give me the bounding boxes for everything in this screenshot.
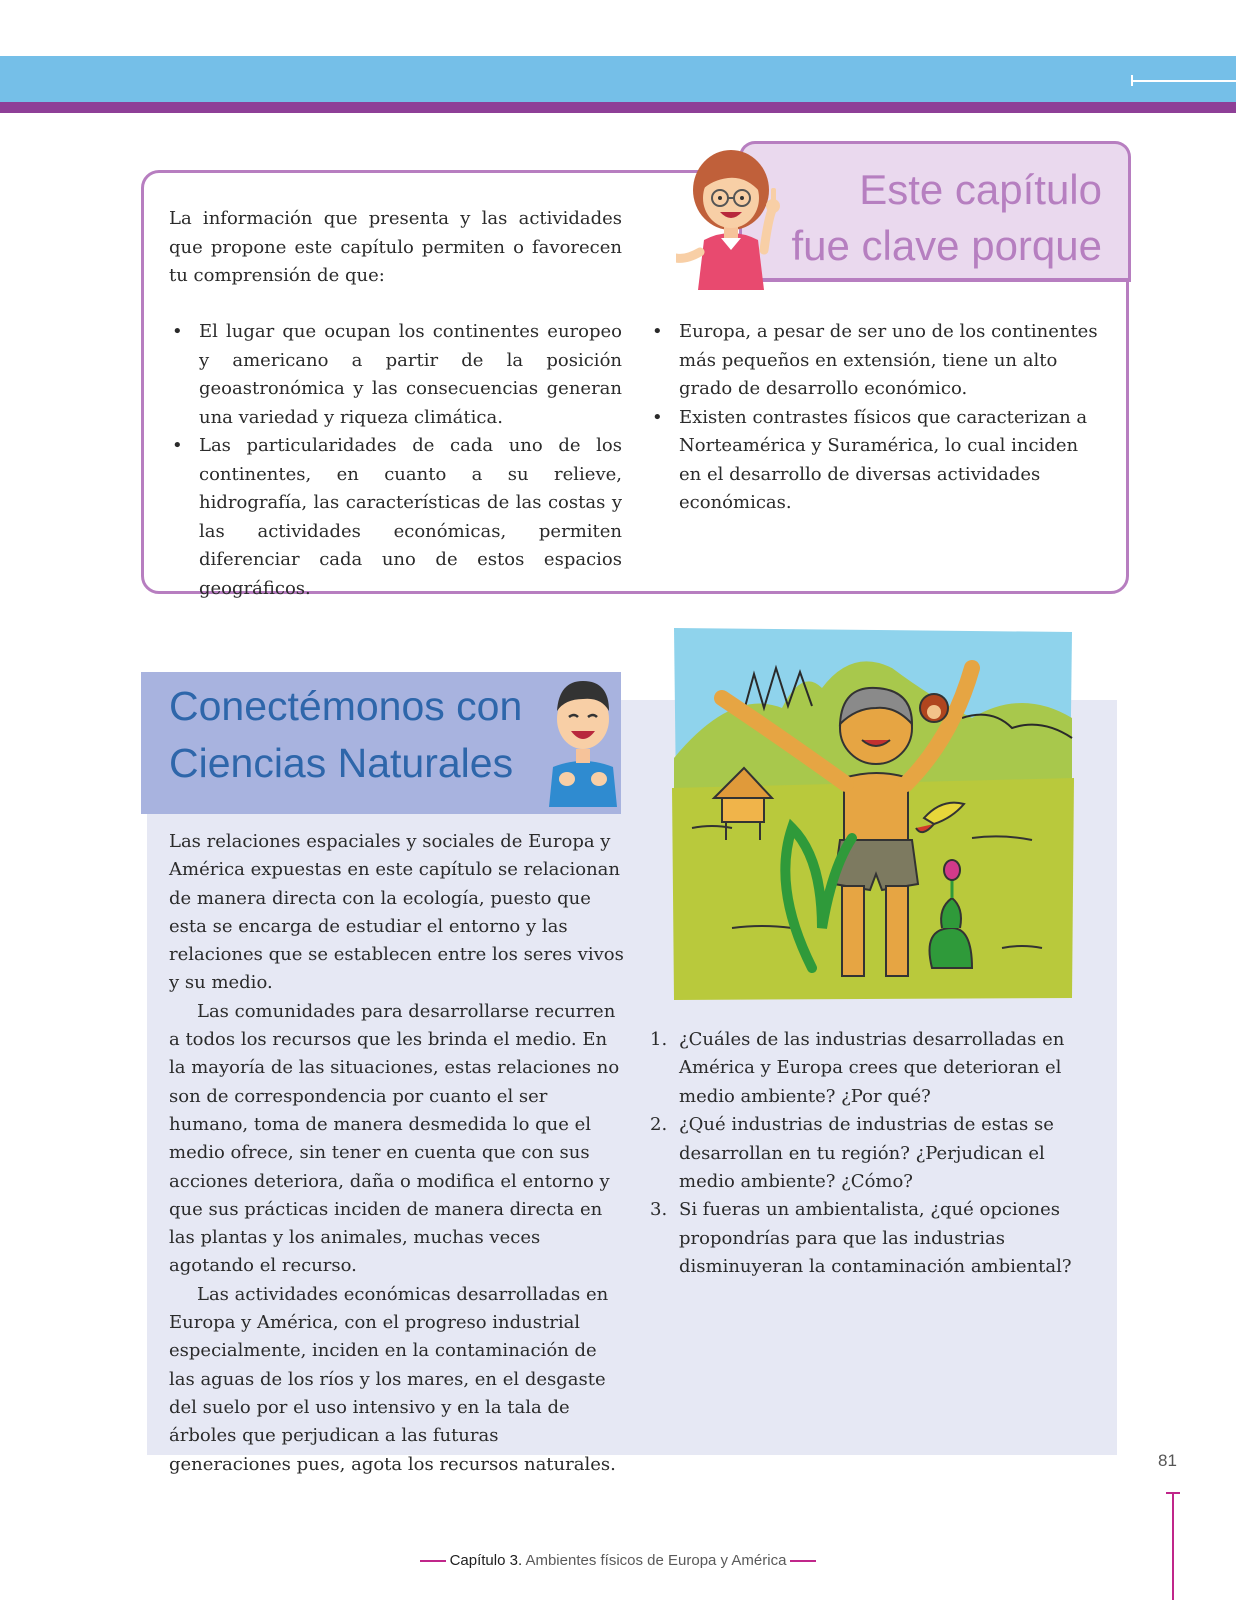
question-number: 3.	[650, 1199, 668, 1221]
key-bullet: • Existen contrastes físicos que caracterizan a Norteamérica y Suramérica, lo cual inciden en el desarrollo de diversas actividades económicas.	[650, 404, 1103, 518]
question-item	[650, 1026, 1105, 1111]
connect-questions-list	[650, 1026, 1105, 1282]
footer-dash-left	[420, 1560, 446, 1562]
connect-section-title: Conectémonos con Ciencias Naturales	[169, 683, 523, 786]
indigenous-child-nature-illustration	[672, 628, 1074, 1000]
key-bullet: • Europa, a pesar de ser uno de los continentes más pequeños en extensión, tiene un alto grado de desarrollo económico.	[650, 318, 1103, 404]
key-chapter-intro: La información que presenta y las actividades que propone este capítulo permiten o favorecen tu comprensión de que:	[169, 208, 622, 286]
key-bullets-left	[170, 318, 622, 603]
boy-character-illustration	[543, 667, 623, 807]
question-number: 2.	[650, 1114, 668, 1136]
connect-paragraph: Las relaciones espaciales y sociales de Europa y América expuestas en este capítulo se relacionan de manera directa con la ecología, puesto que esta se encarga de estudiar el entorno y las relaciones que se establecen entre los seres vivos y su medio.	[169, 831, 624, 994]
question-text: Si fueras un ambientalista, ¿qué opciones propondrías para que las industrias disminuyeran la contaminación ambiental?	[679, 1199, 1072, 1278]
footer-dash-right	[790, 1560, 816, 1562]
key-chapter-title: Este capítulo fue clave porque	[791, 166, 1102, 269]
question-text: ¿Cuáles de las industrias desarrolladas en América y Europa crees que deterioran el medio ambiente? ¿Por qué?	[679, 1029, 1065, 1107]
question-number: 1.	[650, 1029, 668, 1050]
footer-chapter-title: Ambientes físicos de Europa y América	[525, 1552, 787, 1569]
connect-paragraph: Las comunidades para desarrollarse recurren a todos los recursos que les brinda el medio. En la mayoría de las situaciones, estas relaciones no son de correspondencia por cuanto el ser humano, toma de manera desmedida lo que el medio ofrece, sin tener en cuenta que con sus acciones deteriora, daña o modifica el entorno y que sus prácticas inciden de manera directa en las plantas y los animales, muchas veces agotando el recurso.	[169, 1000, 620, 1277]
page-footer	[0, 1552, 1236, 1569]
connect-paragraph: Las actividades económicas desarrolladas en Europa y América, con el progreso industrial especialmente, inciden en la contaminación de las aguas de los ríos y los mares, en el desgaste del suelo por el uso intensivo y en la tala de árboles que perjudican a las futuras generaciones pues, agota los recursos naturales.	[169, 1283, 616, 1475]
header-band-purple	[0, 102, 1236, 113]
key-bullet: • El lugar que ocupan los continentes europeo y americano a partir de la posición geoastronómica y las consecuencias generan una variedad y riqueza climática.	[170, 318, 622, 432]
side-rule	[1172, 1492, 1174, 1600]
key-bullets-right	[650, 318, 1103, 518]
question-item	[650, 1111, 1105, 1196]
page-number: 81	[1158, 1451, 1177, 1470]
teacher-character-illustration	[676, 140, 806, 290]
header-band-blue	[0, 56, 1236, 102]
question-item	[650, 1196, 1105, 1281]
footer-chapter-label: Capítulo 3.	[449, 1552, 523, 1569]
key-bullet: • Las particularidades de cada uno de los continentes, en cuanto a su relieve, hidrografía, las características de las costas y las actividades económicas, permiten diferenciar cada uno de estos espacios geográficos.	[170, 432, 622, 603]
connect-body-text	[169, 828, 624, 1479]
header-rule	[1131, 80, 1236, 82]
header-rule-tick	[1131, 75, 1133, 86]
question-text: ¿Qué industrias de industrias de estas se desarrollan en tu región? ¿Perjudican el medio ambiente? ¿Cómo?	[679, 1114, 1054, 1193]
